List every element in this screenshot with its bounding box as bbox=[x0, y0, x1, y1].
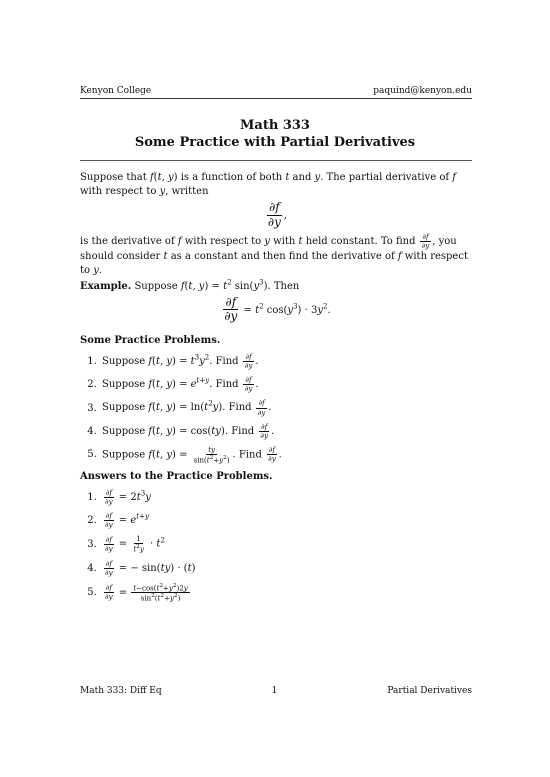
page-number: 1 bbox=[271, 686, 278, 696]
answer-1: 1. $\frac{\partial f}{\partial y}$ = $2t^3y$ bbox=[100, 489, 472, 506]
page-footer bbox=[80, 686, 472, 696]
header-institution: Kenyon College bbox=[80, 86, 152, 96]
problems-list bbox=[80, 353, 472, 464]
footer-course: Math 333: Diff Eq bbox=[80, 686, 162, 696]
answers-list bbox=[80, 489, 472, 602]
example-label: Example. bbox=[80, 280, 132, 292]
intro-paragraph-1: Suppose that f(t, y) is a function of both t and y. The partial derivative of f with respect to y, written bbox=[80, 172, 456, 197]
answer-3: 3. $\frac{\partial f}{\partial y}$ = $\frac{1}{t^2y}$ · $t^2$ bbox=[100, 535, 472, 553]
title-separator bbox=[80, 160, 472, 161]
problem-2: 2. Suppose f(t, $y) = e^{t+y}$. Find $\frac{\partial f}{\partial y}$ . bbox=[100, 376, 472, 393]
title-course: Math 333 bbox=[240, 118, 310, 133]
document-body bbox=[80, 171, 472, 609]
problems-heading: Some Practice Problems. bbox=[80, 335, 221, 347]
problem-3: 3. Suppose f(t, $y) = \ln(t^2y)$. Find $\frac{\partial f}{\partial y}$ . bbox=[100, 399, 472, 416]
example-display-formula: $\frac{\partial f}{\partial y}$ = $t^2$ $\cos(y^3) \cdot 3y^2$. bbox=[224, 294, 331, 324]
document-title bbox=[0, 117, 550, 151]
footer-topic: Partial Derivatives bbox=[387, 686, 472, 696]
problem-1: 1. Suppose f(t, $y) = t^3y^2$. Find $\frac{\partial f}{\partial y}$ . bbox=[100, 353, 472, 370]
intro-display-formula: $\frac{\partial f}{\partial y}$ , bbox=[267, 200, 288, 229]
title-topic: Some Practice with Partial Derivatives bbox=[134, 135, 416, 150]
answer-2: 2. $\frac{\partial f}{\partial y}$ = $e^{t+y}$ bbox=[100, 512, 472, 529]
answers-heading: Answers to the Practice Problems. bbox=[80, 471, 273, 483]
answer-4: 4. $\frac{\partial f}{\partial y}$ = − sin(ty) · (t) bbox=[100, 560, 472, 577]
example-paragraph: Example. Suppose f(t, $y) = t^2$ $\sin(y^3)$. Then bbox=[80, 278, 300, 292]
answer-5: 5. $\frac{\partial f}{\partial y}$ = $\frac{t-\cos(t^2+y^2)2y}{\sin^2(t^2+y^2)}$ bbox=[100, 583, 472, 603]
problem-4: 4. Suppose f(t, y) = cos(ty). Find $\frac{\partial f}{\partial y}$ . bbox=[100, 423, 472, 440]
page-header bbox=[80, 86, 472, 96]
problem-5: 5. Suppose f(t, y) = $\frac{ty}{\sin(t^2+y^2)}$ . Find $\frac{\partial f}{\partial y}$ . bbox=[100, 446, 472, 464]
header-rule bbox=[80, 98, 472, 99]
intro-paragraph-2: is the derivative of f with respect to y with t held constant. To find $\frac{\partial f}{\partial y}$ , you should consider t as a constant and then find the derivative of f with respect to y. bbox=[80, 232, 468, 276]
header-email: paquind@kenyon.edu bbox=[373, 86, 472, 96]
